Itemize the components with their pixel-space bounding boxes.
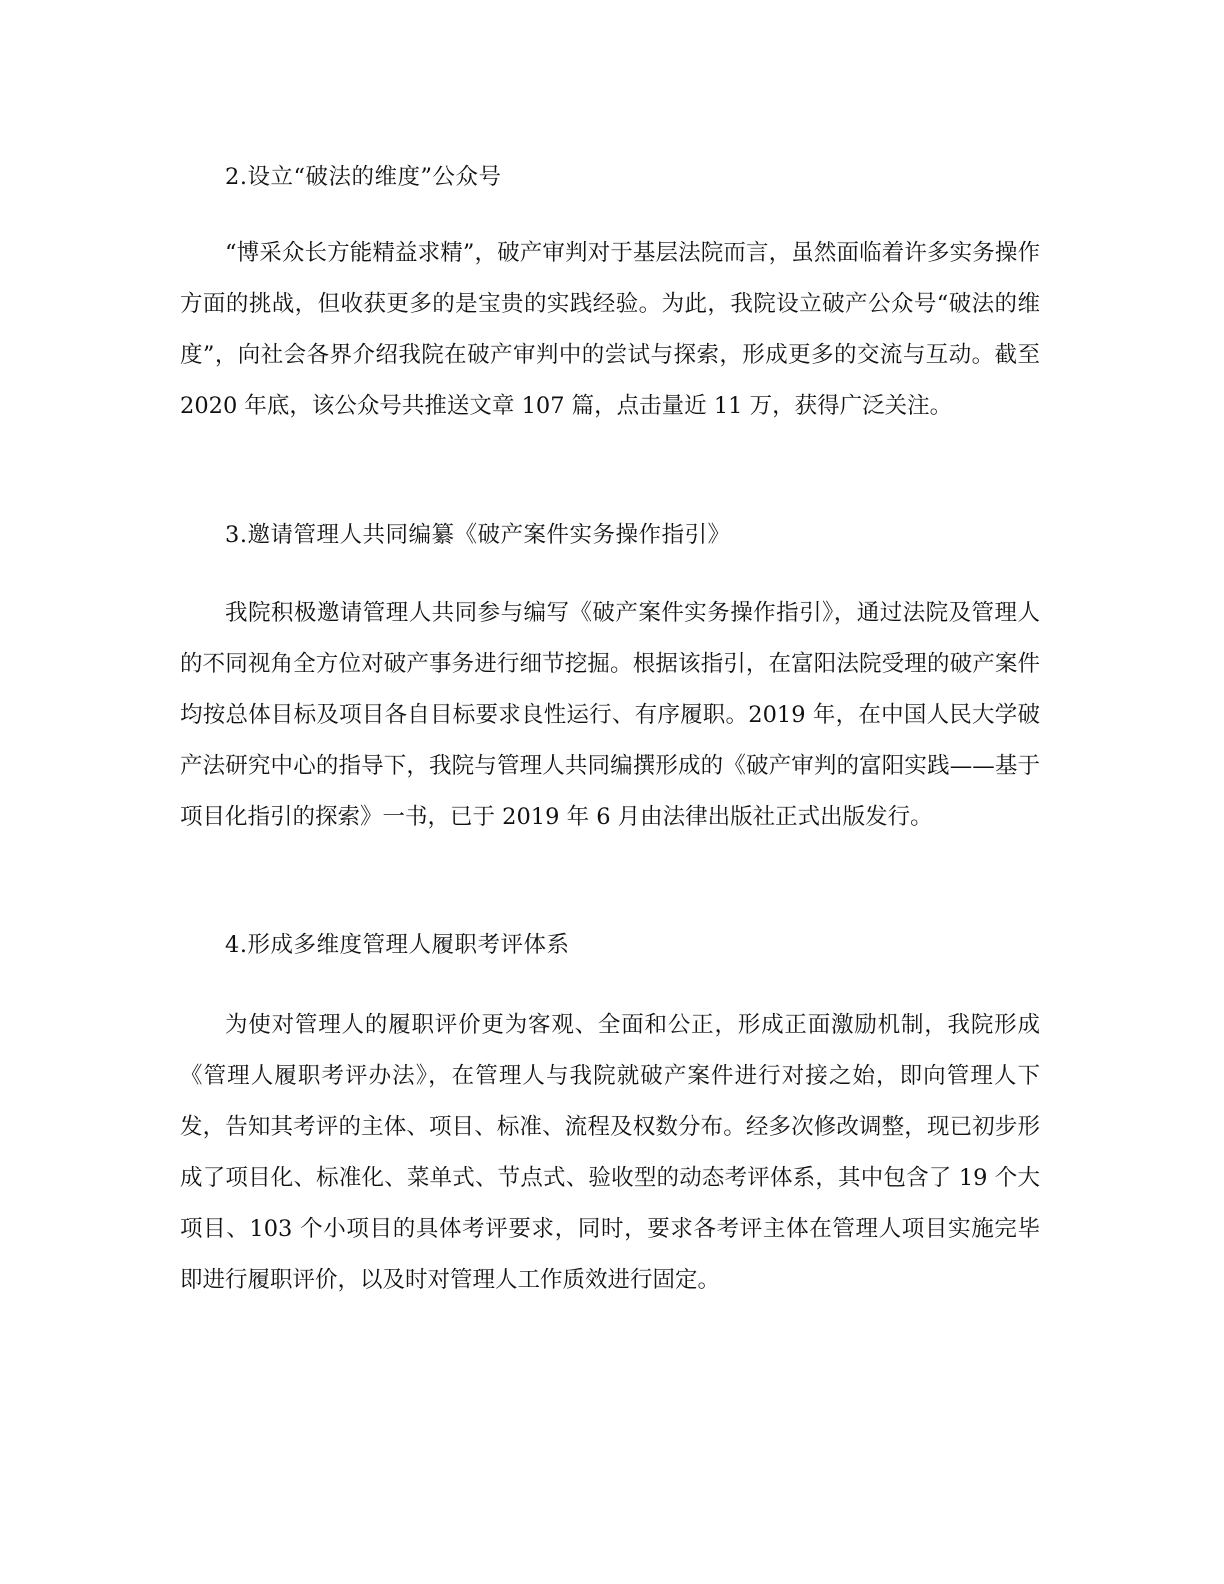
section-heading-3: 3.邀请管理人共同编纂《破产案件实务操作指引》 xyxy=(225,522,731,548)
section-paragraph-4: 为使对管理人的履职评价更为客观、全面和公正，形成正面激励机制，我院形成《管理人履职考评办法》，在管理人与我院就破产案件进行对接之始，即向管理人下发，告知其考评的主体、项目、标准、流程及权数分布。经多次修改调整，现已初步形成了项目化、标准化、菜单式、节点式、验收型的动态考评体系，其中包含了 19 个大项目、103 个小项目的具体考评要求，同时，要求各考评主体在管理人项目实施完毕即进行履职评价，以及时对管理人工作质效进行固定。 xyxy=(180,1012,1040,1293)
section-heading-4: 4.形成多维度管理人履职考评体系 xyxy=(225,932,570,958)
section-heading-2: 2.设立“破法的维度”公众号 xyxy=(225,164,502,190)
section-paragraph-3: 我院积极邀请管理人共同参与编写《破产案件实务操作指引》，通过法院及管理人的不同视角全方位对破产事务进行细节挖掘。根据该指引，在富阳法院受理的破产案件均按总体目标及项目各自目标要求良性运行、有序履职。2019 年，在中国人民大学破产法研究中心的指导下，我院与管理人共同编撰形成的《破产审判的富阳实践——基于项目化指引的探索》一书，已于 2019 年 6 月由法律出版社正式出版发行。 xyxy=(180,600,1040,830)
section-paragraph-2: “博采众长方能精益求精”，破产审判对于基层法院而言，虽然面临着许多实务操作方面的挑战，但收获更多的是宝贵的实践经验。为此，我院设立破产公众号“破法的维度”，向社会各界介绍我院在破产审判中的尝试与探索，形成更多的交流与互动。截至 2020 年底，该公众号共推送文章 107 篇，点击量近 11 万，获得广泛关注。 xyxy=(180,240,1040,419)
